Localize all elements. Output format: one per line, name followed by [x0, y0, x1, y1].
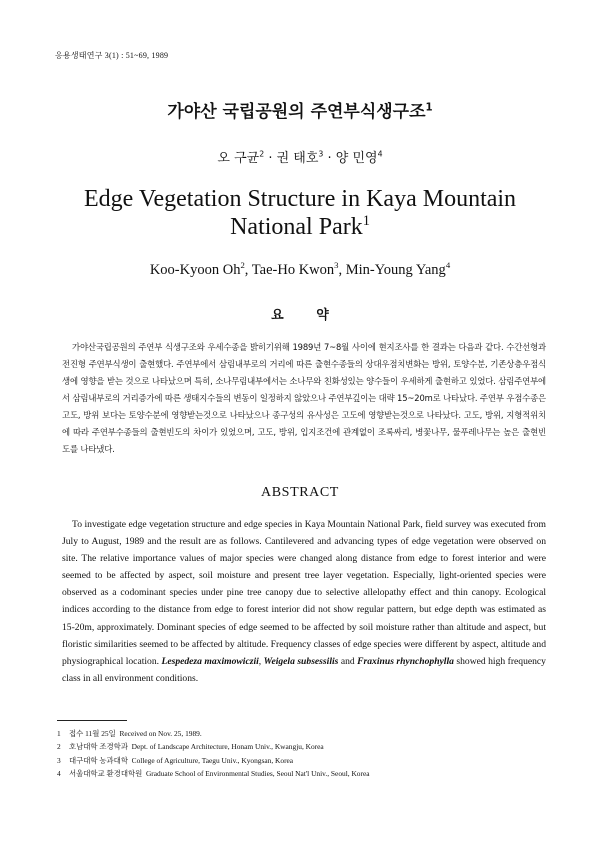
author-separator: · [323, 151, 336, 166]
author-footnote-mark: 4 [445, 260, 451, 271]
footnote-korean: 호남대학 조경학과 [69, 742, 128, 752]
abstract-heading: ABSTRACT [261, 485, 339, 500]
species-name: Weigela subsessilis [263, 655, 339, 667]
footnote-korean: 접수 11월 25일 [69, 729, 116, 738]
korean-author: 양 민영 [335, 151, 378, 166]
english-title-line2: National Park [230, 214, 363, 240]
footnote-english: Dept. of Landscape Architecture, Honam Univ., Kwangju, Korea [131, 742, 324, 752]
species-name: Lespedeza maximowiczii [161, 655, 259, 667]
author-footnote-mark: 3 [318, 149, 324, 159]
footnote-number: 3 [57, 755, 61, 765]
footnote-number: 1 [57, 729, 61, 738]
author-footnote-mark: 2 [240, 260, 245, 271]
footnote-number: 4 [57, 768, 61, 778]
korean-summary-heading: 요 약 [271, 308, 329, 323]
english-authors: Koo-Kyoon Oh$^2$, Tae-Ho Kwon$^3$, Min-Young Yang$^4$ [149, 260, 451, 278]
english-author: Min-Young Yang [345, 262, 446, 278]
footnote-korean: 서울대학교 환경대학원 [69, 768, 143, 778]
korean-title [0, 97, 600, 122]
abstract-text: To investigate edge vegetation structure and edge species in Kaya Mountain National Park, field survey was executed from July to August, 1989 and the result are as follows. Cantilevered and advancing types of edge vegetation were observed on site. The relative importance values of major species were changed along distance from edge to forest interior and were seemed to be affected by aspect, soil moisture and present tree layer vegetation. Especially, light-oriented species were observed as a codominant species under pine tree canopy due to selective allelopathy effect and thin canopy. Ecological indices according to the distance from edge to forest interior did not show regular pattern, but edge depth was estimated as 15-20m, approximately. Dominant species of edge seemed to be affected by soil moisture rather than altitude and aspect, but floristic similarities seemed to be affected by altitude. Frequency classes of edge species were different by aspect, altitude and physiographical location. [62, 519, 546, 667]
english-abstract [62, 516, 546, 687]
korean-author: 오 구균 [217, 151, 260, 166]
footnote-english: Graduate School of Environmental Studies, Seoul Nat'l Univ., Seoul, Korea [145, 768, 370, 778]
author-footnote-mark: 4 [377, 149, 383, 159]
footnote [57, 767, 557, 780]
footnote-number: 2 [57, 742, 61, 752]
author-footnote-mark: 2 [259, 149, 265, 159]
korean-authors [0, 147, 600, 166]
footnote-korean: 대구대학 농과대학 [69, 755, 128, 765]
korean-title-text: 가야산 국립공원의 주연부식생구조 [167, 102, 426, 122]
footnote-english: Received on Nov. 25, 1989. [119, 729, 202, 738]
footnotes [57, 727, 557, 780]
english-title [0, 185, 600, 241]
english-title-line1: Edge Vegetation Structure in Kaya Mountain [83, 186, 517, 212]
footnote-divider [57, 720, 127, 721]
species-name: Fraxinus rhynchophylla [357, 655, 454, 667]
footnote [57, 754, 557, 767]
english-title-footnote-mark: 1 [362, 213, 370, 229]
abstract-separator: , [258, 655, 264, 667]
korean-author: 권 태호 [276, 151, 319, 166]
footnote-english: College of Agriculture, Taegu Univ., Kyongsan, Korea [131, 755, 294, 765]
korean-summary: 가야산국립공원의 주연부 식생구조와 우세수종을 밝히기위해 1989년 7~8월 사이에 현지조사를 한 결과는 다음과 같다. 수간선형과 전진형 주연부식생이 출현했다. 주연부에서 삼림내부로의 거리에 따른 출현수종들의 상대우점치변화는 방위, 토양수분, 기존상층우점식생에 영향을 받는 것으로 나타났으며 특히, 소나무림내부에서는 소나무와 친화성있는 양수들이 우세하게 출현하고 있었다. 삼림주연부에서 삼림내부로의 거리증가에 따른 생태지수들의 변동이 일정하지 않았으나 주연부깊이는 대략 15~20m로 나타났다. 주연부 우점수종은 고도, 방위 보다는 토양수분에 영향받는것으로 나타났으나 종구성의 유사성은 고도에 영향받는것으로 나타났다. 고도, 방위, 지형적위치에 따라 주연부수종들의 출현빈도의 차이가 있었으며, 고도, 방위, 입지조건에 관계없이 조록싸리, 병꽃나무, 물푸레나무는 높은 출현빈도를 나타냈다. [62, 342, 546, 454]
footnote [57, 740, 557, 753]
footnote [57, 727, 557, 740]
korean-title-footnote-mark: 1 [425, 102, 433, 114]
author-separator: · [264, 151, 277, 166]
english-author: Koo-Kyoon Oh [149, 262, 241, 278]
abstract-separator: and [338, 655, 358, 667]
english-author: Tae-Ho Kwon [251, 262, 335, 278]
author-footnote-mark: 3 [334, 260, 339, 271]
running-header: 응용생태연구 3(1) : 51~69, 1989 [55, 51, 169, 60]
abstract-text-end: showed high frequency class in all environment conditions. [62, 655, 546, 684]
